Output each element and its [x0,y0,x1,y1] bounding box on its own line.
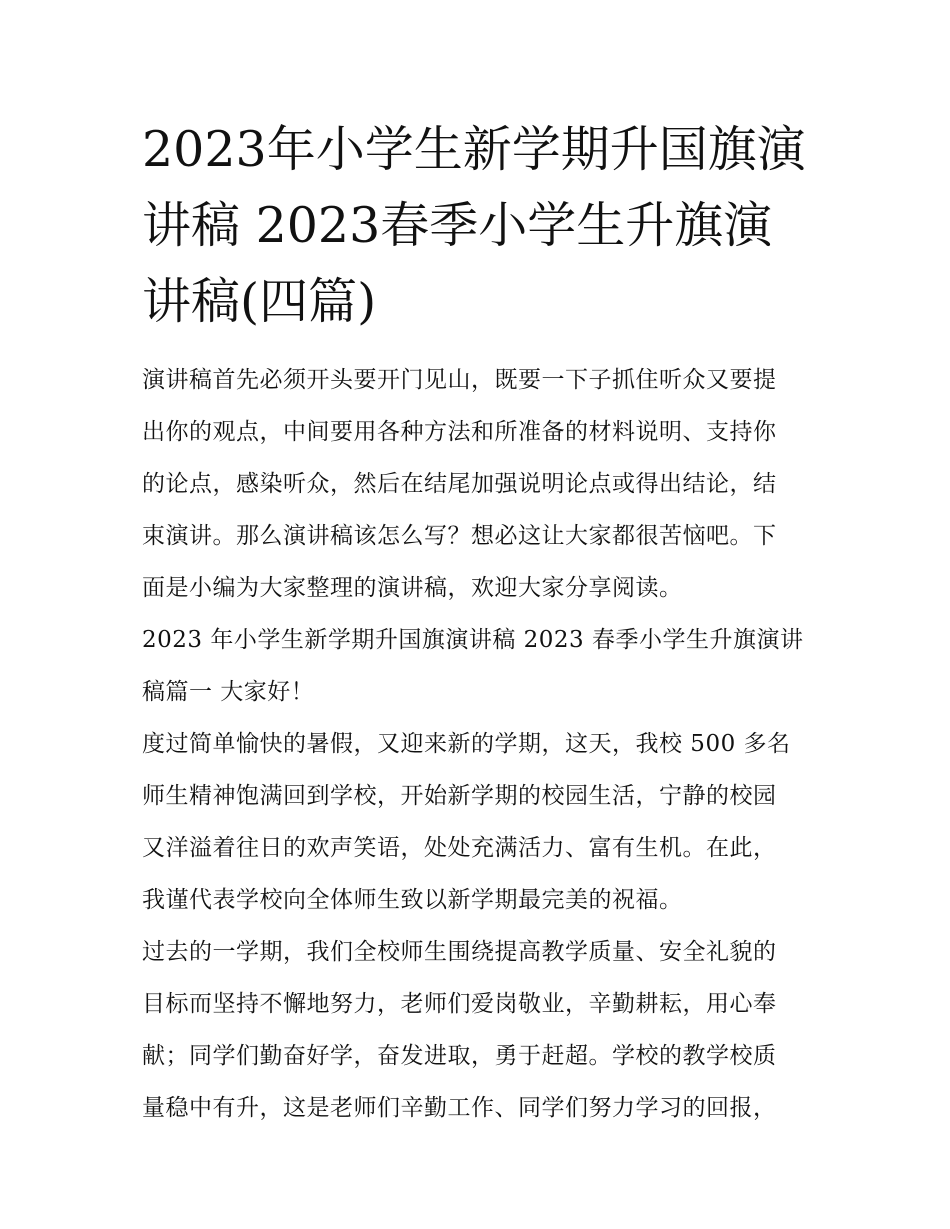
text-line: 目标而坚持不懈地努力，老师们爱岗敬业，辛勤耕耘，用心奉 [142,991,777,1017]
document-title [142,112,814,340]
text-line: 演讲稿首先必须开头要开门见山，既要一下子抓住听众又要提 [142,367,777,393]
text-line: 师生精神饱满回到学校，开始新学期的校园生活，宁静的校园 [142,783,777,809]
text-line: 2023 年小学生新学期升国旗演讲稿 2023 春季小学生升旗演讲 [142,627,804,653]
text-line: 量稳中有升，这是老师们辛勤工作、同学们努力学习的回报， [142,1095,777,1121]
text-line: 出你的观点，中间要用各种方法和所准备的材料说明、支持你 [142,419,777,445]
section-heading-paragraph [142,614,814,718]
text-line: 过去的一学期，我们全校师生围绕提高教学质量、安全礼貌的 [142,939,777,965]
text-line: 束演讲。那么演讲稿该怎么写？想必这让大家都很苦恼吧。下 [142,523,777,549]
title-line: 讲稿 2023春季小学生升旗演 [142,197,773,254]
document-page [142,112,814,1134]
text-line: 稿篇一 大家好！ [142,679,315,705]
text-line: 我谨代表学校向全体师生致以新学期最完美的祝福。 [142,887,683,913]
text-line: 献；同学们勤奋好学，奋发进取，勇于赶超。学校的教学校质 [142,1043,777,1069]
title-line: 2023年小学生新学期升国旗演 [142,121,806,178]
text-line: 又洋溢着往日的欢声笑语，处处充满活力、富有生机。在此， [142,835,777,861]
text-line: 面是小编为大家整理的演讲稿，欢迎大家分享阅读。 [142,575,683,601]
body-paragraph [142,718,814,926]
text-line: 的论点，感染听众，然后在结尾加强说明论点或得出结论，结 [142,471,777,497]
body-paragraph [142,926,814,1134]
title-line: 讲稿(四篇) [142,273,377,330]
intro-paragraph [142,354,814,614]
text-line: 度过简单愉快的暑假，又迎来新的学期，这天，我校 500 多名 [142,731,791,757]
